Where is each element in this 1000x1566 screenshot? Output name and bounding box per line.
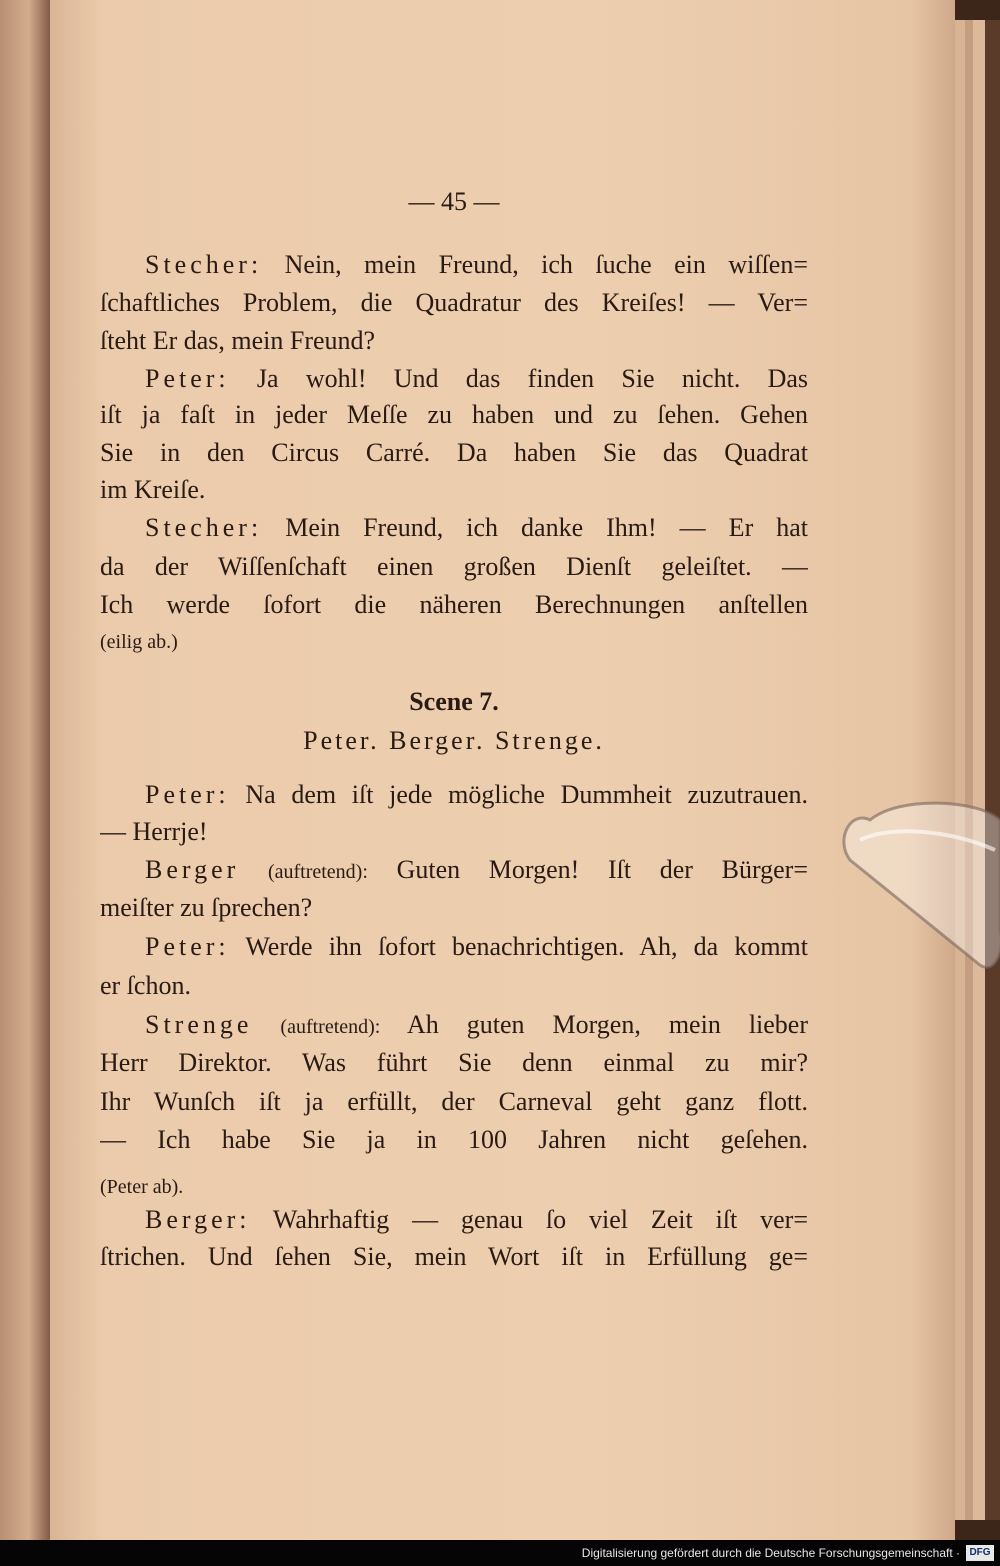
- text-line: [100, 283, 808, 323]
- text-line: [145, 850, 808, 890]
- line-text: Ihr Wunſch iſt ja erfüllt, der Carneval geht ganz flott.: [100, 1087, 808, 1116]
- line-text: iſt ja faſt in jeder Meſſe zu haben und zu ſehen. Gehen: [100, 400, 808, 429]
- text-line: [100, 1237, 808, 1277]
- line-text: da der Wiſſenſchaft einen großen Dienſt geleiſtet. —: [100, 552, 808, 581]
- text-line: [100, 1120, 808, 1160]
- scene-heading: [100, 682, 808, 722]
- speaker-name: Peter:: [145, 780, 230, 809]
- line-text: Sie in den Circus Carré. Da haben Sie das Quadrat: [100, 438, 808, 467]
- line-text: meiſter zu ſprechen?: [100, 893, 313, 922]
- line-text: Herr Direktor. Was führt Sie denn einmal zu mir?: [100, 1048, 808, 1077]
- line-text: Wahrhaftig — genau ſo viel Zeit iſt ver=: [272, 1205, 808, 1234]
- line-text: Na dem iſt jede mögliche Dummheit zuzutrauen.: [245, 780, 808, 809]
- line-text: im Kreiſe.: [100, 475, 206, 504]
- speaker-name: Strenge: [145, 1010, 253, 1039]
- scene-cast: [100, 721, 808, 761]
- text-line: [100, 433, 808, 473]
- text-line: [100, 1082, 808, 1122]
- page-stack-edge: [965, 20, 973, 1520]
- book-page: [50, 0, 955, 1540]
- line-text: Guten Morgen! Iſt der Bürger=: [396, 855, 808, 884]
- line-text: Ja wohl! Und das finden Sie nicht. Das: [256, 364, 808, 393]
- stage-direction: (auftretend):: [280, 1016, 381, 1038]
- line-text: er ſchon.: [100, 971, 191, 1000]
- left-page-edge: [0, 0, 52, 1540]
- line-text: — Herrje!: [100, 817, 208, 846]
- line-text: Werde ihn ſofort benachrichtigen. Ah, da kommt: [245, 932, 808, 961]
- text-line: [145, 927, 808, 967]
- text-line: [145, 1005, 808, 1045]
- stage-direction: (auftretend):: [267, 861, 368, 883]
- cast-list: Peter. Berger. Strenge.: [303, 726, 605, 755]
- book-cover-edge: [985, 20, 1000, 1520]
- page-stack-edge: [955, 20, 965, 1520]
- line-text: Ich werde ſofort die näheren Berechnungen anſtellen: [100, 590, 808, 619]
- line-text: Ah guten Morgen, mein lieber: [406, 1010, 808, 1039]
- line-text: Nein, mein Freund, ich ſuche ein wiſſen=: [284, 250, 808, 279]
- line-text: ſtrichen. Und ſehen Sie, mein Wort iſt in Erfüllung ge=: [100, 1242, 808, 1271]
- text-line: [100, 395, 808, 435]
- page-stack-edge: [973, 20, 985, 1520]
- stage-direction: (eilig ab.): [100, 631, 178, 653]
- speaker-name: Peter:: [145, 932, 230, 961]
- text-line: [145, 508, 808, 548]
- text-line: [100, 1043, 808, 1083]
- line-text: Mein Freund, ich danke Ihm! — Er hat: [285, 513, 808, 542]
- page-clip-reflection: [830, 780, 1000, 980]
- stage-direction: (Peter ab).: [100, 1176, 184, 1198]
- text-line: [145, 775, 808, 815]
- text-line: [145, 1200, 808, 1240]
- text-line: [100, 812, 808, 852]
- speaker-name: Stecher:: [145, 250, 263, 279]
- line-text: ſchaftliches Problem, die Quadratur des Kreiſes! — Ver=: [100, 288, 808, 317]
- text-line: [100, 966, 808, 1006]
- text-line: [145, 245, 808, 285]
- text-line: [145, 359, 808, 399]
- text-line: [100, 470, 808, 510]
- speaker-name: Berger: [145, 855, 240, 884]
- dfg-logo: DFG: [966, 1545, 994, 1561]
- footer-credit: Digitalisierung gefördert durch die Deutsche Forschungsgemeinschaft ·: [581, 1546, 960, 1560]
- text-line: [100, 585, 808, 625]
- line-text: ſteht Er das, mein Freund?: [100, 326, 376, 355]
- text-line: [100, 1165, 808, 1205]
- speaker-name: Stecher:: [145, 513, 263, 542]
- text-line: [100, 547, 808, 587]
- line-text: — Ich habe Sie ja in 100 Jahren nicht geſehen.: [100, 1125, 808, 1154]
- page-number: — 45 —: [408, 187, 500, 216]
- text-line: [100, 321, 808, 361]
- text-line: [100, 620, 808, 660]
- speaker-name: Berger:: [145, 1205, 251, 1234]
- speaker-name: Peter:: [145, 364, 230, 393]
- scene-title: Scene 7.: [409, 687, 499, 716]
- text-line: [100, 888, 808, 928]
